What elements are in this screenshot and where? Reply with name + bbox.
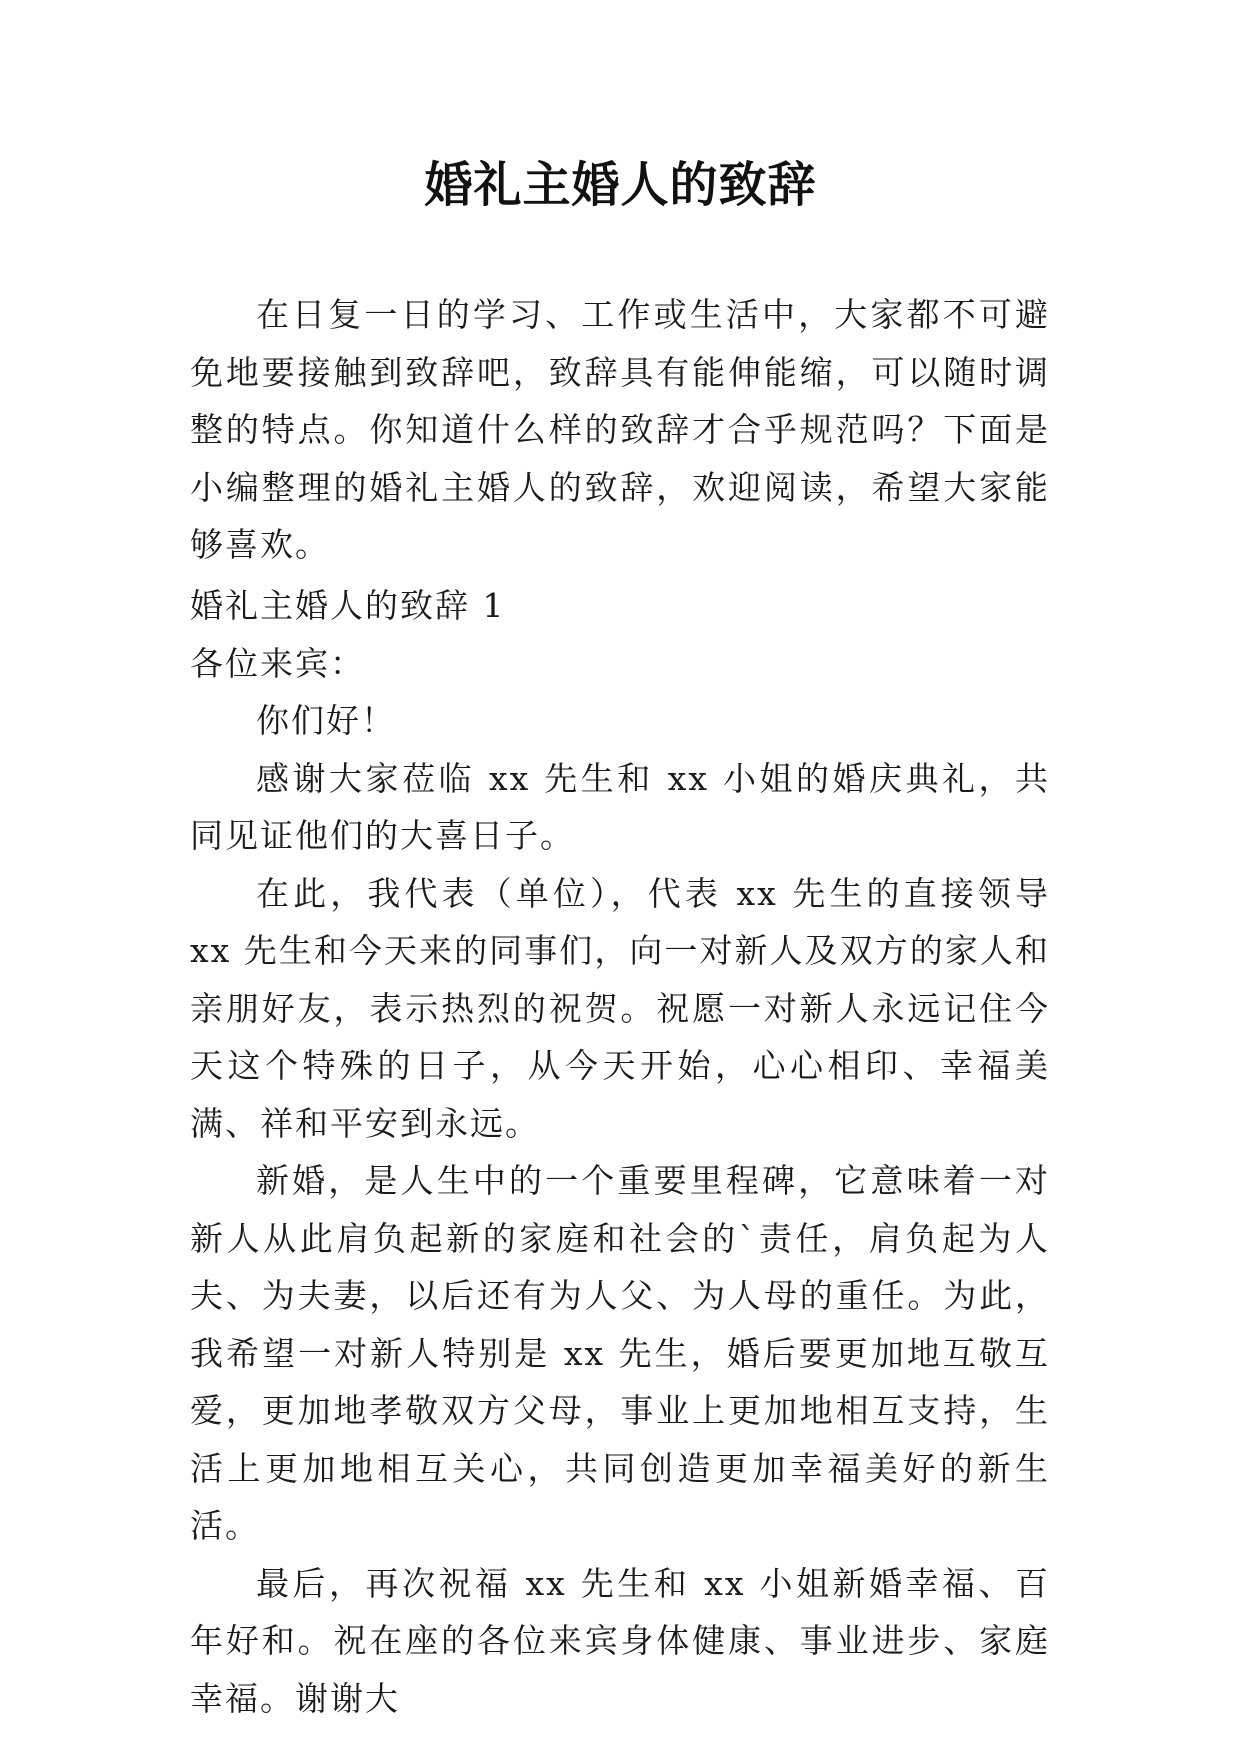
speech-paragraph: 最后，再次祝福 xx 先生和 xx 小姐新婚幸福、百年好和。祝在座的各位来宾身体健康、事业进步、家庭幸福。谢谢大	[190, 1563, 1050, 1718]
speech-paragraph: 在此，我代表（单位），代表 xx 先生的直接领导 xx 先生和今天来的同事们，向一对新人及双方的家人和亲朋好友，表示热烈的祝贺。祝愿一对新人永远记住今天这个特殊的日子，从今天开始，心心相印、幸福美满、祥和平安到永远。	[190, 873, 1050, 1143]
speech-paragraph: 感谢大家莅临 xx 先生和 xx 小姐的婚庆典礼，共同见证他们的大喜日子。	[190, 758, 1050, 855]
speech-section	[190, 577, 1050, 1727]
intro-paragraph: 在日复一日的学习、工作或生活中，大家都不可避免地要接触到致辞吧，致辞具有能伸能缩，可以随时调整的特点。你知道什么样的致辞才合乎规范吗？下面是小编整理的婚礼主婚人的致辞，欢迎阅读，希望大家能够喜欢。	[190, 295, 1050, 564]
salutation: 各位来宾：	[190, 643, 365, 683]
intro-section	[190, 286, 1050, 574]
section-heading: 婚礼主婚人的致辞 1	[190, 586, 506, 625]
document-title: 婚礼主婚人的致辞	[424, 157, 817, 213]
speech-paragraph: 你们好！	[256, 701, 396, 740]
speech-paragraph: 新婚，是人生中的一个重要里程碑，它意味着一对新人从此肩负起新的家庭和社会的`责任，肩负起为人夫、为夫妻，以后还有为人父、为人母的重任。为此，我希望一对新人特别是 xx 先生，婚后要更加地互敬互爱，更加地孝敬双方父母，事业上更加地相互支持，生活上更加地相互关心，共同创造更加幸福美好的新生活。	[190, 1161, 1050, 1545]
